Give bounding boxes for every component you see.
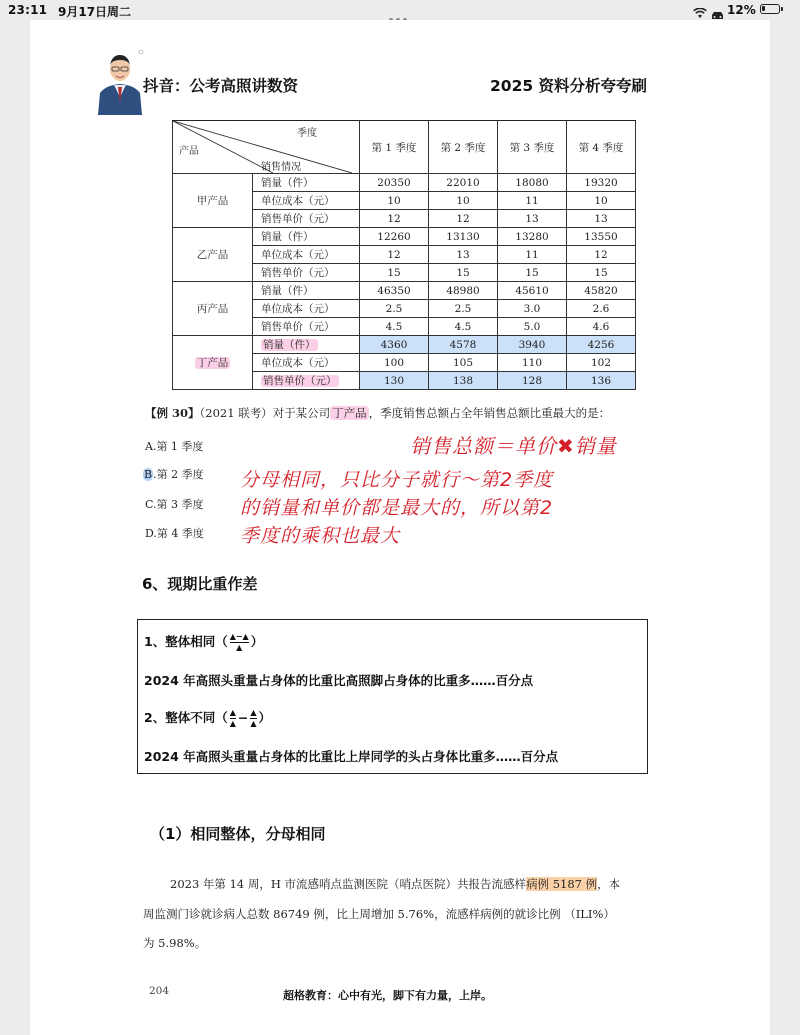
table-row [173,282,636,300]
question-stem [145,405,610,421]
table-cell: 48980 [429,282,498,300]
product-name: 乙产品 [173,228,253,282]
sales-table [172,120,636,390]
paragraph-line-3: 为 5.98%。 [143,936,207,950]
corner-quarter-label: 季度 [297,128,317,139]
quarter-header: 第 4 季度 [567,121,636,174]
table-cell: 10 [360,192,429,210]
product-name: 丙产品 [173,282,253,336]
table-cell: 15 [567,264,636,282]
battery-tip [781,7,783,11]
product-name-highlighted [173,336,253,390]
handwritten-note: 分母相同，只比分子就行～第2季度 [240,469,554,491]
fraction-bottom: ▲ [229,719,236,728]
table-cell: 12 [429,210,498,228]
table-cell-highlighted: 130 [360,372,429,390]
table-cell: 2.5 [429,300,498,318]
table-cell: 4.6 [567,318,636,336]
product-name-label: 丁产品 [196,357,229,369]
option-d[interactable]: D.第 4 季度 [145,527,204,540]
table-corner-header [173,121,360,174]
table-cell-highlighted: 136 [567,372,636,390]
teacher-avatar [92,47,148,115]
table-cell-highlighted: 138 [429,372,498,390]
box-line-1-close: ） [250,634,264,649]
metric-label: 销量（件） [253,228,360,246]
box-line-3 [144,708,271,728]
table-cell: 4.5 [360,318,429,336]
table-cell: 12260 [360,228,429,246]
paragraph-text: ，本 [597,877,621,891]
battery-icon [760,4,780,14]
fraction [230,709,236,728]
status-bar [0,0,800,20]
metric-label: 销售单价（元） [253,318,360,336]
table-cell: 13130 [429,228,498,246]
box-line-3-label: 2、整体不同（ [144,710,228,725]
product-name: 甲产品 [173,174,253,228]
table-cell-highlighted: 128 [498,372,567,390]
page-number: 204 [149,985,170,997]
table-cell-highlighted: 4360 [360,336,429,354]
paragraph-line-1 [170,876,620,892]
paragraph-text: 2023 年第 14 周，H 市流感哨点监测医院（哨点医院）共报告流感样 [170,877,527,891]
metric-label-highlighted [253,336,360,354]
fraction [250,709,256,728]
metric-label-text: 销量（件） [263,339,316,351]
table-cell: 100 [360,354,429,372]
quarter-header: 第 2 季度 [429,121,498,174]
question-text-a: 对于某公司 [272,406,331,420]
fraction-top: ▲ [250,708,257,717]
table-cell: 10 [567,192,636,210]
handwritten-note: 销售总额＝单价✖销量 [410,434,617,458]
metric-label: 销售单价（元） [253,210,360,228]
option-c[interactable]: C.第 3 季度 [145,498,204,511]
table-cell: 45820 [567,282,636,300]
table-cell: 15 [498,264,567,282]
subsection-heading: （1）相同整体，分母相同 [150,825,326,843]
box-line-3-close: ） [258,710,272,725]
metric-label-highlighted [253,372,360,390]
table-cell: 13550 [567,228,636,246]
metric-label: 单位成本（元） [253,246,360,264]
table-cell: 19320 [567,174,636,192]
question-text-b: ，季度销售总额占全年销售总额比重最大的是： [368,406,611,420]
table-cell: 10 [429,192,498,210]
paragraph-line-2: 周监测门诊就诊病人总数 86749 例，比上周增加 5.76%，流感样病例的就诊比例 （ILI%） [143,907,615,921]
metric-label: 销量（件） [253,282,360,300]
metric-label: 销售单价（元） [253,264,360,282]
table-cell: 22010 [429,174,498,192]
table-cell: 15 [429,264,498,282]
table-cell-highlighted: 3940 [498,336,567,354]
header-book-title: 2025 资料分析夸夸刷 [490,77,648,95]
table-cell: 46350 [360,282,429,300]
question-source: （2021 联考） [199,406,273,420]
paragraph-highlight: 病例 5187 例 [526,877,598,891]
question-highlight: 丁产品 [332,406,367,420]
corner-sales-label: 销售情况 [261,162,301,173]
table-cell: 20350 [360,174,429,192]
table-cell: 11 [498,246,567,264]
option-b-text: .第 2 季度 [153,468,204,481]
fraction [230,633,249,652]
corner-product-label: 产品 [179,146,199,157]
table-cell-highlighted: 4578 [429,336,498,354]
table-cell: 3.0 [498,300,567,318]
handwritten-note: 的销量和单价都是最大的，所以第2 [240,497,554,519]
fraction-top: ▲−▲ [229,632,249,641]
table-cell: 13 [498,210,567,228]
table-cell: 13 [567,210,636,228]
quarter-header: 第 1 季度 [360,121,429,174]
box-line-1 [144,632,263,652]
option-b[interactable] [143,466,204,482]
table-cell: 45610 [498,282,567,300]
table-row [173,336,636,354]
metric-label: 销量（件） [253,174,360,192]
question-tag: 【例 30】 [145,406,200,420]
concept-box [137,619,648,774]
table-cell: 11 [498,192,567,210]
metric-label: 单位成本（元） [253,192,360,210]
minus-sign: − [237,710,249,725]
status-date: 9月17日周二 [58,5,132,19]
table-cell: 12 [360,210,429,228]
table-cell: 2.5 [360,300,429,318]
handwritten-note: 季度的乘积也最大 [240,525,401,547]
table-cell: 13 [429,246,498,264]
table-row [173,174,636,192]
table-cell: 12 [360,246,429,264]
footer-slogan: 超格教育：心中有光，脚下有力量，上岸。 [283,989,492,1002]
fraction-bottom: ▲ [250,719,257,728]
box-line-1-label: 1、整体相同（ [144,634,228,649]
table-cell: 4.5 [429,318,498,336]
table-cell: 18080 [498,174,567,192]
quarter-header: 第 3 季度 [498,121,567,174]
option-b-letter: B [144,468,153,481]
fraction-bottom: ▲ [236,643,243,652]
table-row [173,228,636,246]
section-heading: 6、现期比重作差 [142,575,258,593]
table-cell-highlighted: 4256 [567,336,636,354]
table-cell: 102 [567,354,636,372]
metric-label: 单位成本（元） [253,300,360,318]
box-line-4: 2024 年高照头重量占身体的比重比上岸同学的头占身体比重多……百分点 [144,749,559,764]
box-line-2: 2024 年高照头重量占身体的比重比高照脚占身体的比重多……百分点 [144,673,534,688]
header-douyin-title: 抖音：公考高照讲数资 [143,77,299,95]
battery-percent: 12% [727,3,756,17]
table-cell: 2.6 [567,300,636,318]
table-cell: 110 [498,354,567,372]
fraction-top: ▲ [229,708,236,717]
table-cell: 15 [360,264,429,282]
table-cell: 12 [567,246,636,264]
table-cell: 13280 [498,228,567,246]
status-time: 23:11 [8,3,48,17]
metric-label-text: 销售单价（元） [263,375,337,387]
option-a[interactable]: A.第 1 季度 [145,440,204,453]
table-cell: 5.0 [498,318,567,336]
metric-label: 单位成本（元） [253,354,360,372]
table-cell: 105 [429,354,498,372]
